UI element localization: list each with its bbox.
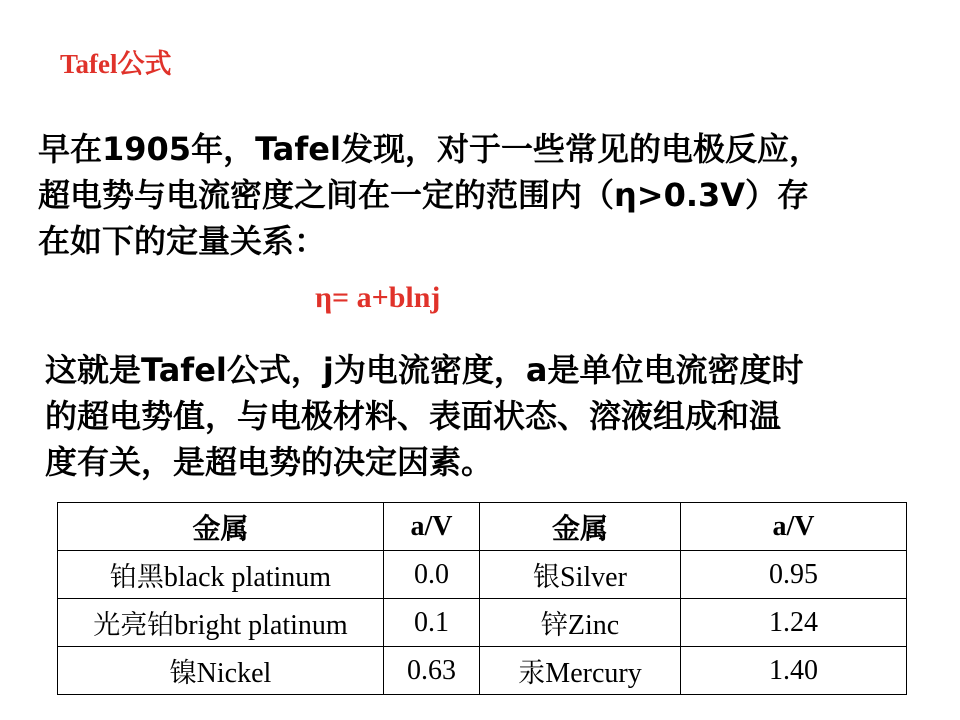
metal-cell [58,599,384,647]
metal-cell [480,647,681,695]
explanation-line-3: 度有关，是超电势的决定因素。 [45,443,494,481]
metal-en-name: Nickel [196,658,272,689]
metal-en-name: Mercury [545,658,642,689]
a-value-cell: 1.40 [681,647,907,695]
table-row [58,599,907,647]
metal-cell [480,551,681,599]
a-value-cell: 1.24 [681,599,907,647]
metal-cn-name: 光亮铂 [93,610,175,641]
metal-en-name: Zinc [567,610,620,641]
intro-line-2: 超电势与电流密度之间在一定的范围内（η>0.3V）存 [38,176,810,214]
a-value-cell: 0.0 [384,551,480,599]
header-metal-2: 金属 [480,503,681,551]
explanation-line-2: 的超电势值，与电极材料、表面状态、溶液组成和温 [45,397,782,435]
table-row [58,551,907,599]
header-a-2: a/V [681,503,907,551]
intro-line-1: 早在1905年，Tafel发现，对于一些常见的电极反应， [38,130,821,168]
slide-title: Tafel公式 [60,49,172,79]
metal-cell [58,551,384,599]
explanation-line-1: 这就是Tafel公式，j为电流密度，a是单位电流密度时 [45,351,804,389]
intro-line-3: 在如下的定量关系： [38,222,327,260]
header-metal-1: 金属 [58,503,384,551]
metal-en-name: bright platinum [174,610,348,641]
header-a-1: a/V [384,503,480,551]
metal-en-name: Silver [560,562,627,593]
a-value-cell: 0.95 [681,551,907,599]
metal-cell [480,599,681,647]
a-value-cell: 0.1 [384,599,480,647]
metal-cell [58,647,384,695]
metal-cn-name: 铂黑 [109,562,164,593]
intro-paragraph [38,126,928,264]
table-header-row [58,503,907,551]
a-value-cell: 0.63 [384,647,480,695]
metal-en-name: black platinum [163,562,332,593]
explanation-paragraph [45,347,935,485]
table-row [58,647,907,695]
tafel-constant-table [57,502,907,695]
metal-cn-name: 锌 [540,610,568,641]
metal-cn-name: 镍 [169,658,197,689]
metal-cn-name: 银 [533,562,561,593]
tafel-formula: η= a+blnj [315,281,441,314]
metal-cn-name: 汞 [518,658,546,689]
